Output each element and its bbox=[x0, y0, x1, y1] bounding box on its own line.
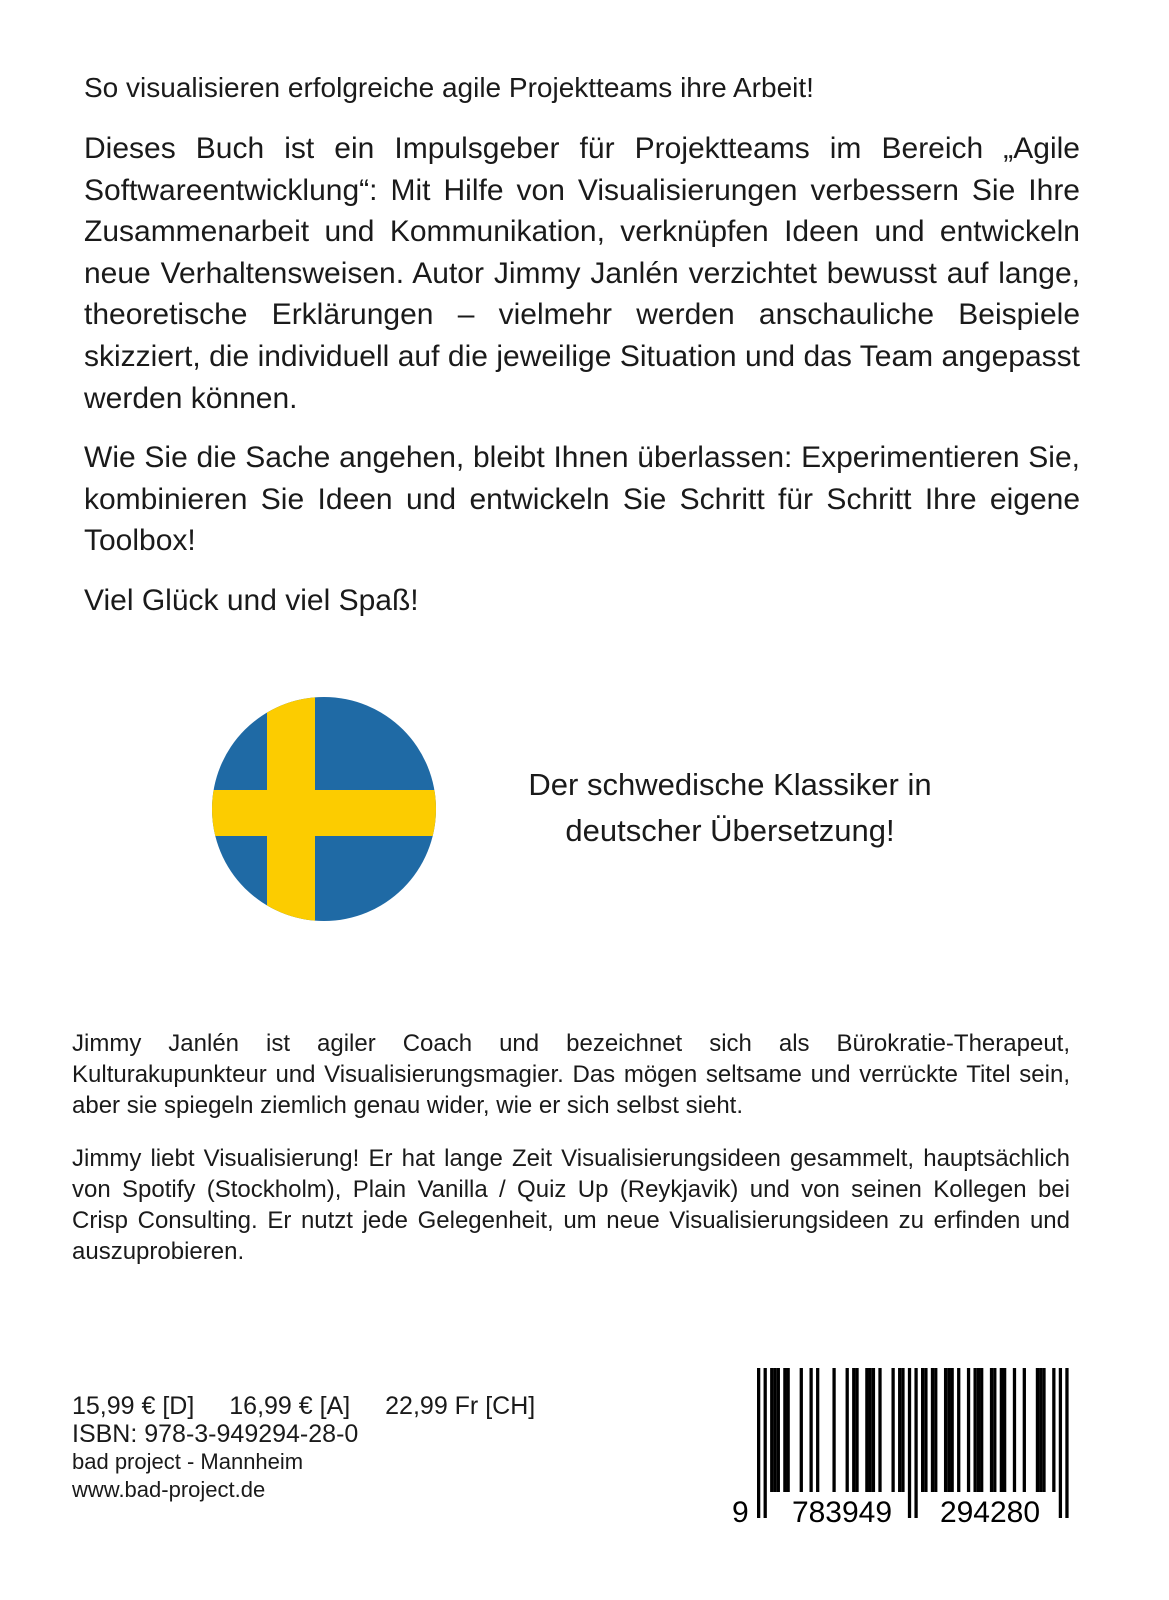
barcode-bar bbox=[973, 1368, 976, 1492]
barcode-bar bbox=[832, 1368, 835, 1492]
barcode-bar bbox=[891, 1368, 894, 1492]
headline: So visualisieren erfolgreiche agile Projektteams ihre Arbeit! bbox=[84, 72, 814, 103]
tagline-line: deutscher Übersetzung! bbox=[565, 813, 895, 848]
barcode-bar bbox=[1059, 1368, 1062, 1518]
barcode-bar bbox=[934, 1368, 937, 1492]
barcode-bar bbox=[990, 1368, 993, 1492]
publisher: bad project - Mannheim bbox=[72, 1449, 304, 1474]
barcode-bar bbox=[773, 1368, 776, 1492]
barcode-bar bbox=[869, 1368, 872, 1492]
barcode-digits-right: 294280 bbox=[939, 1496, 1041, 1529]
barcode-digits-left: 783949 bbox=[791, 1496, 893, 1529]
barcode-bar bbox=[770, 1368, 773, 1492]
barcode-bar bbox=[1036, 1368, 1039, 1492]
barcode-bar bbox=[1000, 1368, 1003, 1492]
price-ch: 22,99 Fr [CH] bbox=[385, 1392, 536, 1420]
barcode-bar bbox=[924, 1368, 927, 1492]
barcode-bar bbox=[993, 1368, 996, 1492]
bio-paragraph: Jimmy Janlén ist agiler Coach und bezeichnet sich als Bürokratie-Therapeut, Kulturakupunkteur und Visualisierungsmagier. Das mögen seltsame und verrückte Titel sein, aber sie spiegeln ziemlich genau wider, wie er sich selbst sieht. bbox=[72, 1030, 1070, 1119]
barcode-bar bbox=[1052, 1368, 1055, 1492]
barcode-bar bbox=[914, 1368, 917, 1518]
isbn: ISBN: 978-3-949294-28-0 bbox=[72, 1420, 359, 1448]
tagline-line: Der schwedische Klassiker in bbox=[528, 767, 932, 802]
barcode-bars bbox=[730, 1366, 1075, 1531]
barcode-digit-first: 9 bbox=[732, 1496, 749, 1529]
barcode-bar bbox=[1042, 1368, 1045, 1492]
barcode-bar bbox=[944, 1368, 947, 1492]
blurb bbox=[84, 128, 1080, 640]
barcode-bar bbox=[901, 1368, 904, 1492]
barcode-bar bbox=[800, 1368, 803, 1492]
price-de: 15,99 € [D] bbox=[72, 1392, 195, 1420]
barcode-bar bbox=[931, 1368, 934, 1492]
barcode-bar bbox=[967, 1368, 970, 1492]
barcode-bar bbox=[908, 1368, 911, 1518]
barcode-bar bbox=[816, 1368, 819, 1492]
tagline bbox=[490, 762, 970, 854]
barcode-bar bbox=[852, 1368, 855, 1492]
barcode-bar bbox=[1065, 1368, 1068, 1518]
barcode-bar bbox=[957, 1368, 960, 1492]
barcode-bar bbox=[898, 1368, 901, 1492]
barcode-bar bbox=[809, 1368, 812, 1492]
barcode-bar bbox=[980, 1368, 983, 1492]
barcode-bar bbox=[846, 1368, 849, 1492]
barcode-bar bbox=[947, 1368, 950, 1492]
book-info bbox=[72, 1392, 563, 1504]
barcode-bar bbox=[872, 1368, 875, 1492]
barcode-bar bbox=[855, 1368, 858, 1492]
author-bio bbox=[72, 1028, 1070, 1289]
website: www.bad-project.de bbox=[72, 1477, 266, 1502]
barcode-bar bbox=[1003, 1368, 1006, 1492]
blurb-paragraph: Dieses Buch ist ein Impulsgeber für Projektteams im Bereich „Agile Softwareentwicklung“: Mit Hilfe von Visualisierungen verbessern Sie Ihre Zusammenarbeit und Kommunikation, verknüpfen Ideen und entwickeln neue Verhaltensweisen. Autor Jimmy Janlén verzichtet bewusst auf lange, theoretische Erklärungen – vielmehr werden anschauliche Beispiele skizziert, die individuell auf die jeweilige Situation und das Team angepasst werden können. bbox=[84, 132, 1080, 415]
flag-cross-horizontal bbox=[212, 790, 436, 836]
barcode-bar bbox=[757, 1368, 760, 1518]
barcode-bar bbox=[787, 1368, 790, 1492]
barcode-bar bbox=[865, 1368, 868, 1492]
swedish-flag-icon bbox=[212, 697, 436, 921]
barcode-bar bbox=[1039, 1368, 1042, 1492]
barcode-bar bbox=[977, 1368, 980, 1492]
bio-paragraph: Jimmy liebt Visualisierung! Er hat lange Zeit Visualisierungsideen gesammelt, hauptsächlich von Spotify (Stockholm), Plain Vanilla / Quiz Up (Reykjavik) und von seinen Kollegen bei Crisp Consulting. Er nutzt jede Gelegenheit, um neue Visualisierungsideen zu erfinden und auszuprobieren. bbox=[72, 1145, 1070, 1265]
barcode-bar bbox=[921, 1368, 924, 1492]
prices bbox=[72, 1392, 563, 1420]
blurb-paragraph: Viel Glück und viel Spaß! bbox=[84, 583, 419, 617]
barcode-bar bbox=[878, 1368, 881, 1492]
barcode-bar bbox=[777, 1368, 780, 1492]
barcode-bar bbox=[783, 1368, 786, 1492]
price-at: 16,99 € [A] bbox=[229, 1392, 351, 1420]
barcode bbox=[730, 1366, 1075, 1531]
barcode-bar bbox=[1023, 1368, 1026, 1492]
barcode-bar bbox=[764, 1368, 767, 1518]
blurb-paragraph: Wie Sie die Sache angehen, bleibt Ihnen überlassen: Experimentieren Sie, kombinieren Sie Ideen und entwickeln Sie Schritt für Schritt Ihre eigene Toolbox! bbox=[84, 441, 1080, 558]
barcode-bar bbox=[951, 1368, 954, 1492]
barcode-bar bbox=[1013, 1368, 1016, 1492]
